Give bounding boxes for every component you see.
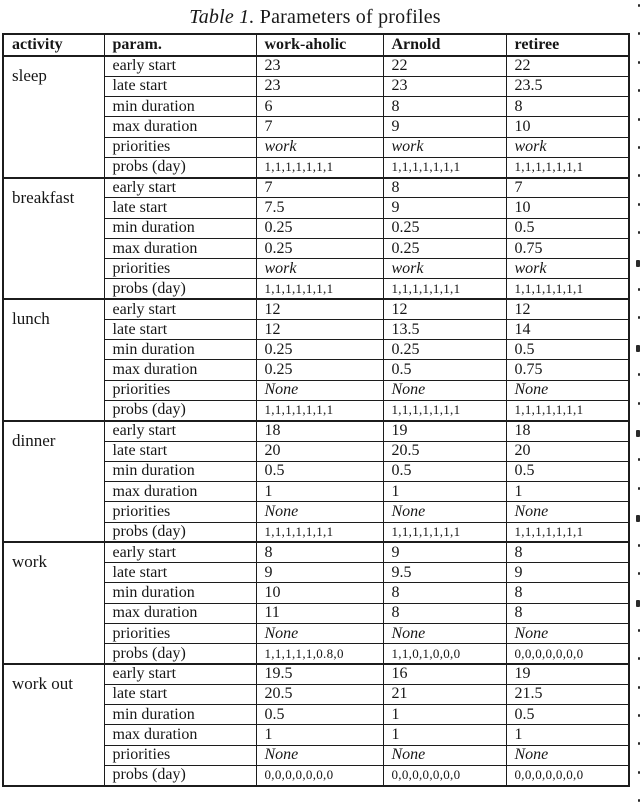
param-label-cell: late start	[104, 441, 256, 461]
param-label-cell: max duration	[104, 360, 256, 380]
table-row	[3, 56, 629, 76]
value-cell: 0.25	[383, 340, 506, 360]
param-label-cell: min duration	[104, 218, 256, 238]
value-cell: 21	[383, 684, 506, 704]
param-label-cell: priorities	[104, 502, 256, 522]
value-cell: 10	[256, 583, 383, 603]
value-cell: 19	[506, 664, 629, 684]
activity-cell: dinner	[3, 421, 104, 543]
value-cell: 0.25	[256, 238, 383, 258]
value-cell: 8	[383, 178, 506, 198]
value-cell: 0.25	[256, 360, 383, 380]
table-row	[3, 299, 629, 319]
table-row	[3, 664, 629, 684]
value-cell: 7.5	[256, 198, 383, 218]
value-cell: 21.5	[506, 684, 629, 704]
value-cell: 9	[506, 563, 629, 583]
param-label-cell: late start	[104, 563, 256, 583]
value-cell: 12	[506, 299, 629, 319]
value-cell: 0,0,0,0,0,0,0	[506, 644, 629, 664]
value-cell: 8	[506, 97, 629, 117]
value-cell: 10	[506, 198, 629, 218]
param-label-cell: early start	[104, 178, 256, 198]
value-cell: 1,1,1,1,1,1,1	[256, 279, 383, 299]
table-caption-number: Table 1.	[189, 6, 255, 28]
value-cell: None	[383, 623, 506, 643]
param-label-cell: priorities	[104, 380, 256, 400]
param-label-cell: probs (day)	[104, 279, 256, 299]
value-cell: 7	[256, 178, 383, 198]
param-label-cell: priorities	[104, 259, 256, 279]
value-cell: 18	[256, 421, 383, 441]
value-cell: 9	[256, 563, 383, 583]
param-label-cell: min duration	[104, 705, 256, 725]
param-label-cell: min duration	[104, 97, 256, 117]
param-label-cell: max duration	[104, 117, 256, 137]
value-cell: 1	[383, 482, 506, 502]
value-cell: 22	[506, 56, 629, 76]
value-cell: None	[506, 502, 629, 522]
value-cell: work	[256, 137, 383, 157]
parameters-table	[2, 33, 630, 787]
value-cell: 19.5	[256, 664, 383, 684]
value-cell: 0,0,0,0,0,0,0	[256, 765, 383, 786]
value-cell: 0.75	[506, 360, 629, 380]
value-cell: 9	[383, 198, 506, 218]
param-label-cell: max duration	[104, 725, 256, 745]
value-cell: 0.5	[383, 461, 506, 481]
value-cell: 20.5	[256, 684, 383, 704]
value-cell: 1,1,0,1,0,0,0	[383, 644, 506, 664]
value-cell: 23	[256, 56, 383, 76]
value-cell: 10	[506, 117, 629, 137]
value-cell: 1,1,1,1,1,1,1	[506, 157, 629, 177]
value-cell: 23	[383, 76, 506, 96]
value-cell: 19	[383, 421, 506, 441]
edge-text-sliver	[636, 430, 640, 437]
value-cell: work	[383, 259, 506, 279]
value-cell: 22	[383, 56, 506, 76]
value-cell: 7	[506, 178, 629, 198]
value-cell: 1	[506, 725, 629, 745]
value-cell: 20	[506, 441, 629, 461]
edge-text-sliver	[636, 600, 640, 607]
value-cell: work	[383, 137, 506, 157]
value-cell: 20	[256, 441, 383, 461]
value-cell: 12	[256, 319, 383, 339]
value-cell: None	[256, 502, 383, 522]
value-cell: 11	[256, 603, 383, 623]
edge-text-sliver	[636, 345, 640, 352]
param-label-cell: probs (day)	[104, 765, 256, 786]
value-cell: 8	[506, 583, 629, 603]
value-cell: 1	[506, 482, 629, 502]
activity-cell: work out	[3, 664, 104, 786]
value-cell: None	[383, 502, 506, 522]
value-cell: work	[506, 137, 629, 157]
value-cell: None	[256, 380, 383, 400]
value-cell: 12	[383, 299, 506, 319]
value-cell: None	[383, 380, 506, 400]
value-cell: 1,1,1,1,1,1,1	[506, 279, 629, 299]
value-cell: 0.5	[256, 705, 383, 725]
edge-text-sliver	[636, 515, 640, 522]
value-cell: None	[506, 380, 629, 400]
value-cell: 9	[383, 117, 506, 137]
value-cell: None	[506, 623, 629, 643]
value-cell: 0.5	[256, 461, 383, 481]
value-cell: None	[256, 745, 383, 765]
value-cell: 1	[256, 482, 383, 502]
value-cell: 23.5	[506, 76, 629, 96]
value-cell: 0.5	[506, 340, 629, 360]
value-cell: 1,1,1,1,1,0.8,0	[256, 644, 383, 664]
param-label-cell: early start	[104, 421, 256, 441]
column-header-activity: activity	[3, 34, 104, 56]
value-cell: 14	[506, 319, 629, 339]
value-cell: 1,1,1,1,1,1,1	[383, 157, 506, 177]
value-cell: 0.5	[383, 360, 506, 380]
param-label-cell: max duration	[104, 603, 256, 623]
value-cell: 0.5	[506, 218, 629, 238]
page-edge-text-fragments	[632, 0, 640, 811]
value-cell: 8	[383, 583, 506, 603]
value-cell: 1	[256, 725, 383, 745]
param-label-cell: probs (day)	[104, 644, 256, 664]
activity-cell: sleep	[3, 56, 104, 178]
param-label-cell: probs (day)	[104, 401, 256, 421]
column-header-work-aholic: work-aholic	[256, 34, 383, 56]
value-cell: 0.5	[506, 461, 629, 481]
value-cell: 13.5	[383, 319, 506, 339]
value-cell: 9.5	[383, 563, 506, 583]
table-caption	[2, 6, 628, 29]
value-cell: work	[256, 259, 383, 279]
value-cell: 0,0,0,0,0,0,0	[383, 765, 506, 786]
param-label-cell: min duration	[104, 340, 256, 360]
value-cell: 20.5	[383, 441, 506, 461]
value-cell: 6	[256, 97, 383, 117]
value-cell: 0.25	[383, 238, 506, 258]
value-cell: 0,0,0,0,0,0,0	[506, 765, 629, 786]
value-cell: None	[506, 745, 629, 765]
value-cell: 1,1,1,1,1,1,1	[256, 522, 383, 542]
value-cell: 9	[383, 542, 506, 562]
value-cell: 1	[383, 705, 506, 725]
value-cell: 1,1,1,1,1,1,1	[256, 157, 383, 177]
value-cell: 8	[506, 542, 629, 562]
value-cell: 8	[383, 97, 506, 117]
table-row	[3, 421, 629, 441]
value-cell: 0.75	[506, 238, 629, 258]
param-label-cell: late start	[104, 198, 256, 218]
value-cell: 1	[383, 725, 506, 745]
param-label-cell: probs (day)	[104, 157, 256, 177]
value-cell: 23	[256, 76, 383, 96]
table-caption-text: Parameters of profiles	[254, 6, 441, 28]
value-cell: 0.5	[506, 705, 629, 725]
value-cell: 0.25	[256, 340, 383, 360]
value-cell: 1,1,1,1,1,1,1	[506, 401, 629, 421]
column-header-arnold: Arnold	[383, 34, 506, 56]
table-header-row	[3, 34, 629, 56]
value-cell: None	[383, 745, 506, 765]
value-cell: 12	[256, 299, 383, 319]
table-row	[3, 178, 629, 198]
activity-cell: lunch	[3, 299, 104, 421]
value-cell: 8	[256, 542, 383, 562]
param-label-cell: early start	[104, 299, 256, 319]
value-cell: 1,1,1,1,1,1,1	[383, 279, 506, 299]
value-cell: 1,1,1,1,1,1,1	[256, 401, 383, 421]
value-cell: 8	[506, 603, 629, 623]
edge-text-sliver	[636, 260, 640, 267]
param-label-cell: min duration	[104, 461, 256, 481]
value-cell: None	[256, 623, 383, 643]
value-cell: 1,1,1,1,1,1,1	[383, 522, 506, 542]
param-label-cell: min duration	[104, 583, 256, 603]
table-row	[3, 542, 629, 562]
param-label-cell: early start	[104, 542, 256, 562]
param-label-cell: priorities	[104, 745, 256, 765]
value-cell: 0.25	[383, 218, 506, 238]
param-label-cell: priorities	[104, 623, 256, 643]
param-label-cell: early start	[104, 664, 256, 684]
value-cell: 18	[506, 421, 629, 441]
column-header-retiree: retiree	[506, 34, 629, 56]
value-cell: 16	[383, 664, 506, 684]
activity-cell: breakfast	[3, 178, 104, 300]
param-label-cell: max duration	[104, 238, 256, 258]
param-label-cell: late start	[104, 684, 256, 704]
param-label-cell: late start	[104, 76, 256, 96]
value-cell: 0.25	[256, 218, 383, 238]
param-label-cell: max duration	[104, 482, 256, 502]
param-label-cell: probs (day)	[104, 522, 256, 542]
value-cell: 1,1,1,1,1,1,1	[383, 401, 506, 421]
value-cell: 8	[383, 603, 506, 623]
value-cell: work	[506, 259, 629, 279]
param-label-cell: priorities	[104, 137, 256, 157]
activity-cell: work	[3, 542, 104, 664]
param-label-cell: early start	[104, 56, 256, 76]
column-header-param-: param.	[104, 34, 256, 56]
value-cell: 7	[256, 117, 383, 137]
value-cell: 1,1,1,1,1,1,1	[506, 522, 629, 542]
param-label-cell: late start	[104, 319, 256, 339]
